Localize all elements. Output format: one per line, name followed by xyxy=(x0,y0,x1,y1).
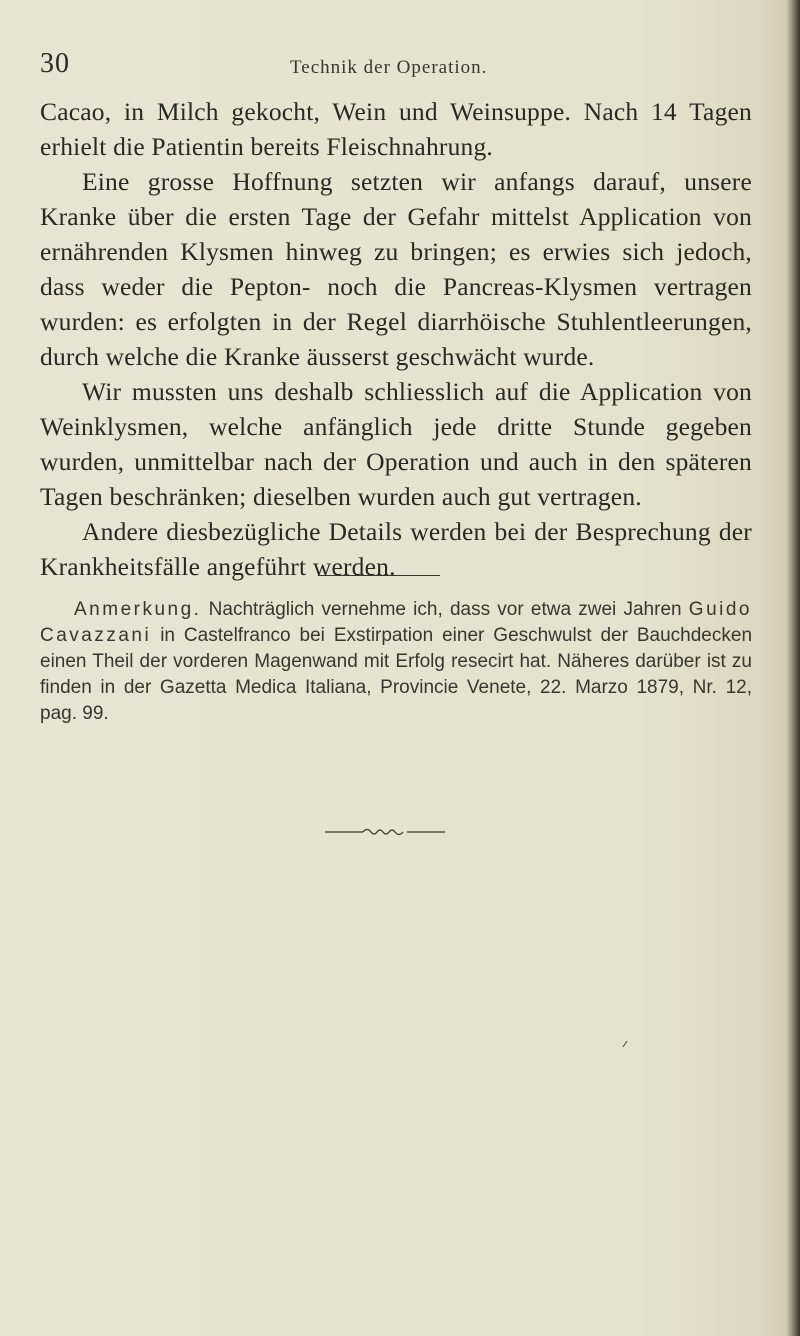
note-label: Anmerkung. xyxy=(74,599,202,620)
end-ornament-icon xyxy=(325,824,445,838)
page-number: 30 xyxy=(40,48,70,79)
paper-speck-icon xyxy=(622,1040,628,1048)
paragraph-3: Wir mussten uns deshalb schliesslich auf die Application von Weinklysmen, welche anfänglich jede dritte Stunde gegeben wurden, unmittelbar nach der Operation und auch in den späteren Tagen beschränken; dieselben wurden auch gut vertragen. xyxy=(40,377,752,511)
page-edge-shadow xyxy=(786,0,800,1336)
page-header xyxy=(40,48,750,88)
paragraph-2: Eine grosse Hoffnung setzten wir anfangs darauf, unsere Kranke über die ersten Tage der Gefahr mittelst Application von ernährenden Klysmen hinweg zu bringen; es erwies sich jedoch, dass weder die Pepton- noch die Pancreas-Klysmen vertragen wurden: es erfolgten in der Regel diarrhöische Stuhlentleerungen, durch welche die Kranke äusserst geschwächt wurde. xyxy=(40,167,752,371)
note-text-b: in Castelfranco bei Exstirpation einer Geschwulst der Bauchdecken einen Theil der vorderen Magenwand mit Erfolg resecirt hat. Näheres darüber ist zu finden in der Gazetta Medica Italiana, Provincie Venete, 22. Marzo 1879, Nr. 12, pag. 99. xyxy=(40,625,753,724)
running-title: Technik der Operation. xyxy=(290,57,488,78)
section-divider xyxy=(318,575,440,576)
paragraph-4: Andere diesbezügliche Details werden bei der Besprechung der Krankheitsfälle angeführt werden. xyxy=(40,517,752,581)
footnote xyxy=(40,597,752,727)
note-author-name: Guido Cavazzani xyxy=(40,599,752,646)
paragraph-1: Cacao, in Milch gekocht, Wein und Weinsuppe. Nach 14 Tagen erhielt die Patientin bereits Fleischnahrung. xyxy=(40,97,752,161)
note-text-a: Nachträglich vernehme ich, dass vor etwa zwei Jahren xyxy=(208,599,682,620)
main-text xyxy=(40,94,752,584)
